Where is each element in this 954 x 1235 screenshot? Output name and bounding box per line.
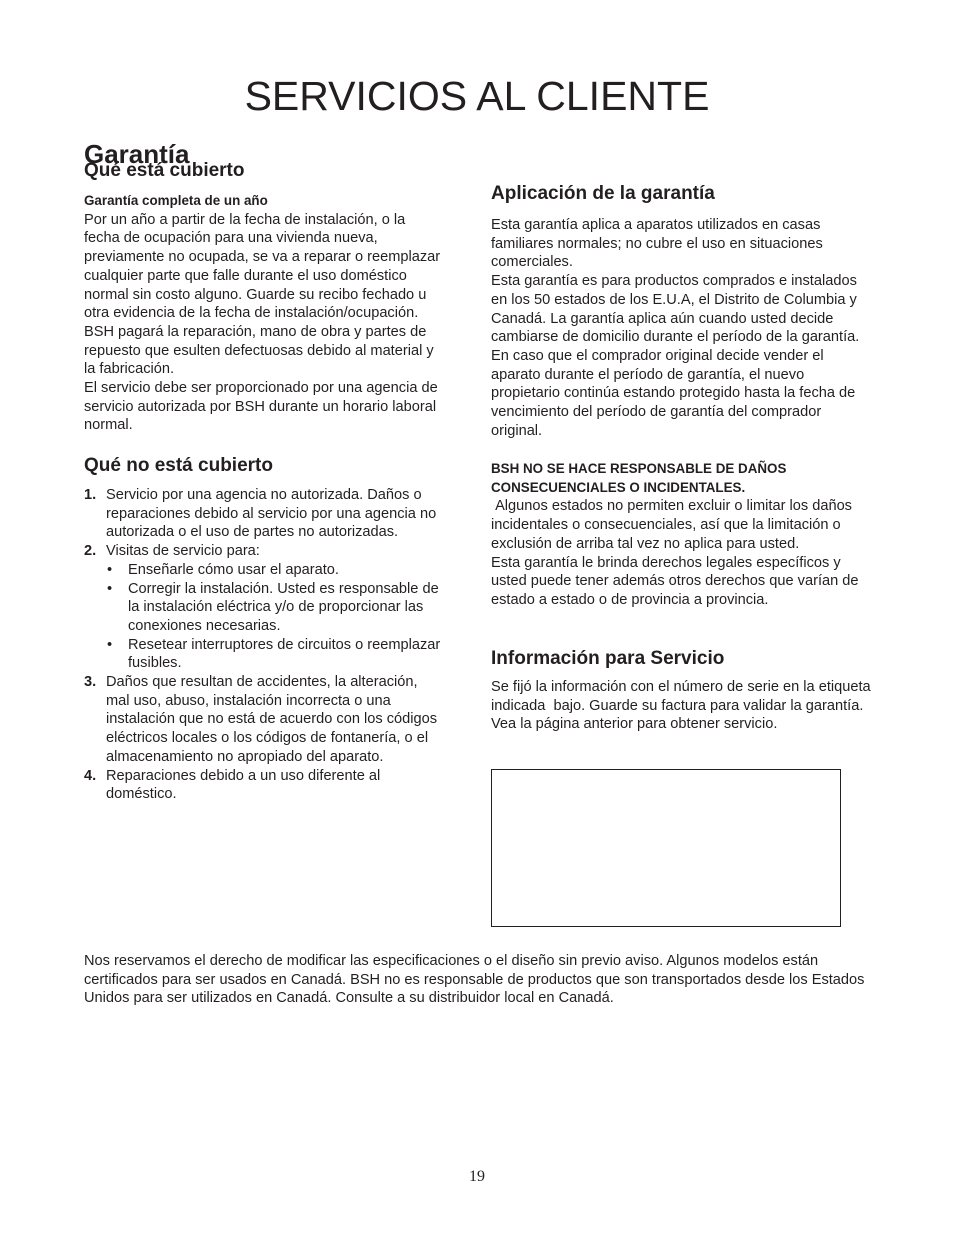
list-item: [84, 542, 444, 673]
covered-paragraph-2: El servicio debe ser proporcionado por una agencia de servicio autorizada por BSH durante un horario laboral normal.: [84, 380, 438, 434]
covered-subheading: Garantía completa de un año: [84, 193, 268, 208]
liability-paragraph-1: Algunos estados no permiten excluir o limitar los daños incidentales o consecuenciales, así que la limitación o exclusión de arriba tal vez no aplica para usted.: [491, 498, 857, 552]
liability-notice: BSH NO SE HACE RESPONSABLE DE DAÑOS CONSECUENCIALES O INCIDENTALES.: [491, 461, 787, 495]
not-covered-list: [84, 486, 444, 804]
list-item-number: 2.: [84, 543, 97, 560]
bullet-icon: •: [107, 561, 113, 578]
application-paragraph-1: Esta garantía aplica a aparatos utilizados en casas familiares normales; no cubre el uso en situaciones comerciales.: [491, 217, 823, 271]
liability-paragraph-2: Esta garantía le brinda derechos legales específicos y usted puede tener además otros derechos que varían de estado a estado o de provincia a provincia.: [491, 554, 859, 608]
application-section: [491, 216, 876, 440]
not-covered-section: [84, 486, 444, 804]
bullet-item: [106, 636, 444, 673]
bullet-list: [106, 561, 444, 673]
list-item: [84, 673, 444, 767]
service-info-heading: Información para Servicio: [491, 648, 725, 669]
page-title: SERVICIOS AL CLIENTE: [244, 73, 710, 120]
covered-paragraph-1: Por un año a partir de la fecha de instalación, o la fecha de ocupación para una vivienda nueva, previamente no ocupada, se va a reparar o reemplazar cualquier parte que falle durante el uso doméstico normal sin costo alguno. Guarde su recibo fechado u otra evidencia de la fecha de instalación/ocupación. BSH pagará la reparación, mano de obra y partes de repuesto que esulten defectuosas debido al material y la fabricación.: [84, 211, 441, 378]
bullet-item: [106, 580, 444, 636]
list-item-text: Visitas de servicio para:: [106, 543, 260, 560]
footer-note: Nos reservamos el derecho de modificar las especificaciones o el diseño sin previo aviso. Algunos modelos están certificados para ser usados en Canadá. BSH no es responsable de productos que son transportados desde los Estados Unidos para ser utilizados en Canadá. Consulte a su distribuidor local en Canadá.: [84, 953, 865, 1007]
list-item-number: 3.: [84, 674, 97, 691]
covered-heading: Qué está cubierto: [84, 160, 245, 181]
list-item-text: Daños que resultan de accidentes, la alteración, mal uso, abuso, instalación incorrecta o una instalación que no está de acuerdo con los códigos eléctricos locales o los códigos de fontanería, o el almacenamiento no apropiado del aparato.: [106, 674, 438, 765]
covered-section: [84, 192, 444, 435]
bullet-text: Enseñarle cómo usar el aparato.: [128, 561, 339, 578]
bullet-icon: •: [107, 636, 113, 653]
bullet-text: Resetear interruptores de circuitos o reemplazar fusibles.: [128, 636, 441, 672]
application-heading: Aplicación de la garantía: [491, 183, 715, 204]
list-item-number: 1.: [84, 487, 97, 503]
list-item-number: 4.: [84, 767, 97, 784]
bullet-icon: •: [107, 580, 113, 597]
bullet-text: Corregir la instalación. Usted es responsable de la instalación eléctrica y/o de proporcionar las conexiones necesarias.: [128, 580, 439, 634]
liability-section: [491, 460, 876, 610]
bullet-item: [106, 561, 444, 580]
service-info-paragraph: Se fijó la información con el número de serie en la etiqueta indicada bajo. Guarde su factura para validar la garantía. Vea la página anterior para obtener servicio.: [491, 679, 875, 733]
list-item: [84, 486, 444, 542]
section-title: Garantía: [84, 138, 190, 169]
serial-label-box: [491, 769, 841, 927]
page-number: 19: [469, 1168, 485, 1185]
application-paragraph-2: Esta garantía es para productos comprados e instalados en los 50 estados de los E.U.A, el Distrito de Columbia y Canadá. La garantía aplica aún cuando usted decide cambiarse de domicilio durante el período de la garantía. En caso que el comprador original decide vender el aparato durante el período de garantía, el nuevo propietario continúa estando protegido hasta la fecha de vencimiento del período de garantía del comprador original.: [491, 273, 860, 439]
list-item: [84, 767, 444, 804]
not-covered-heading: Qué no está cubierto: [84, 455, 273, 476]
list-item-text: Reparaciones debido a un uso diferente al doméstico.: [106, 767, 381, 803]
list-item-text: Servicio por una agencia no autorizada. Daños o reparaciones debido al servicio por una agencia no autorizada o el uso de partes no autorizadas.: [106, 487, 437, 541]
